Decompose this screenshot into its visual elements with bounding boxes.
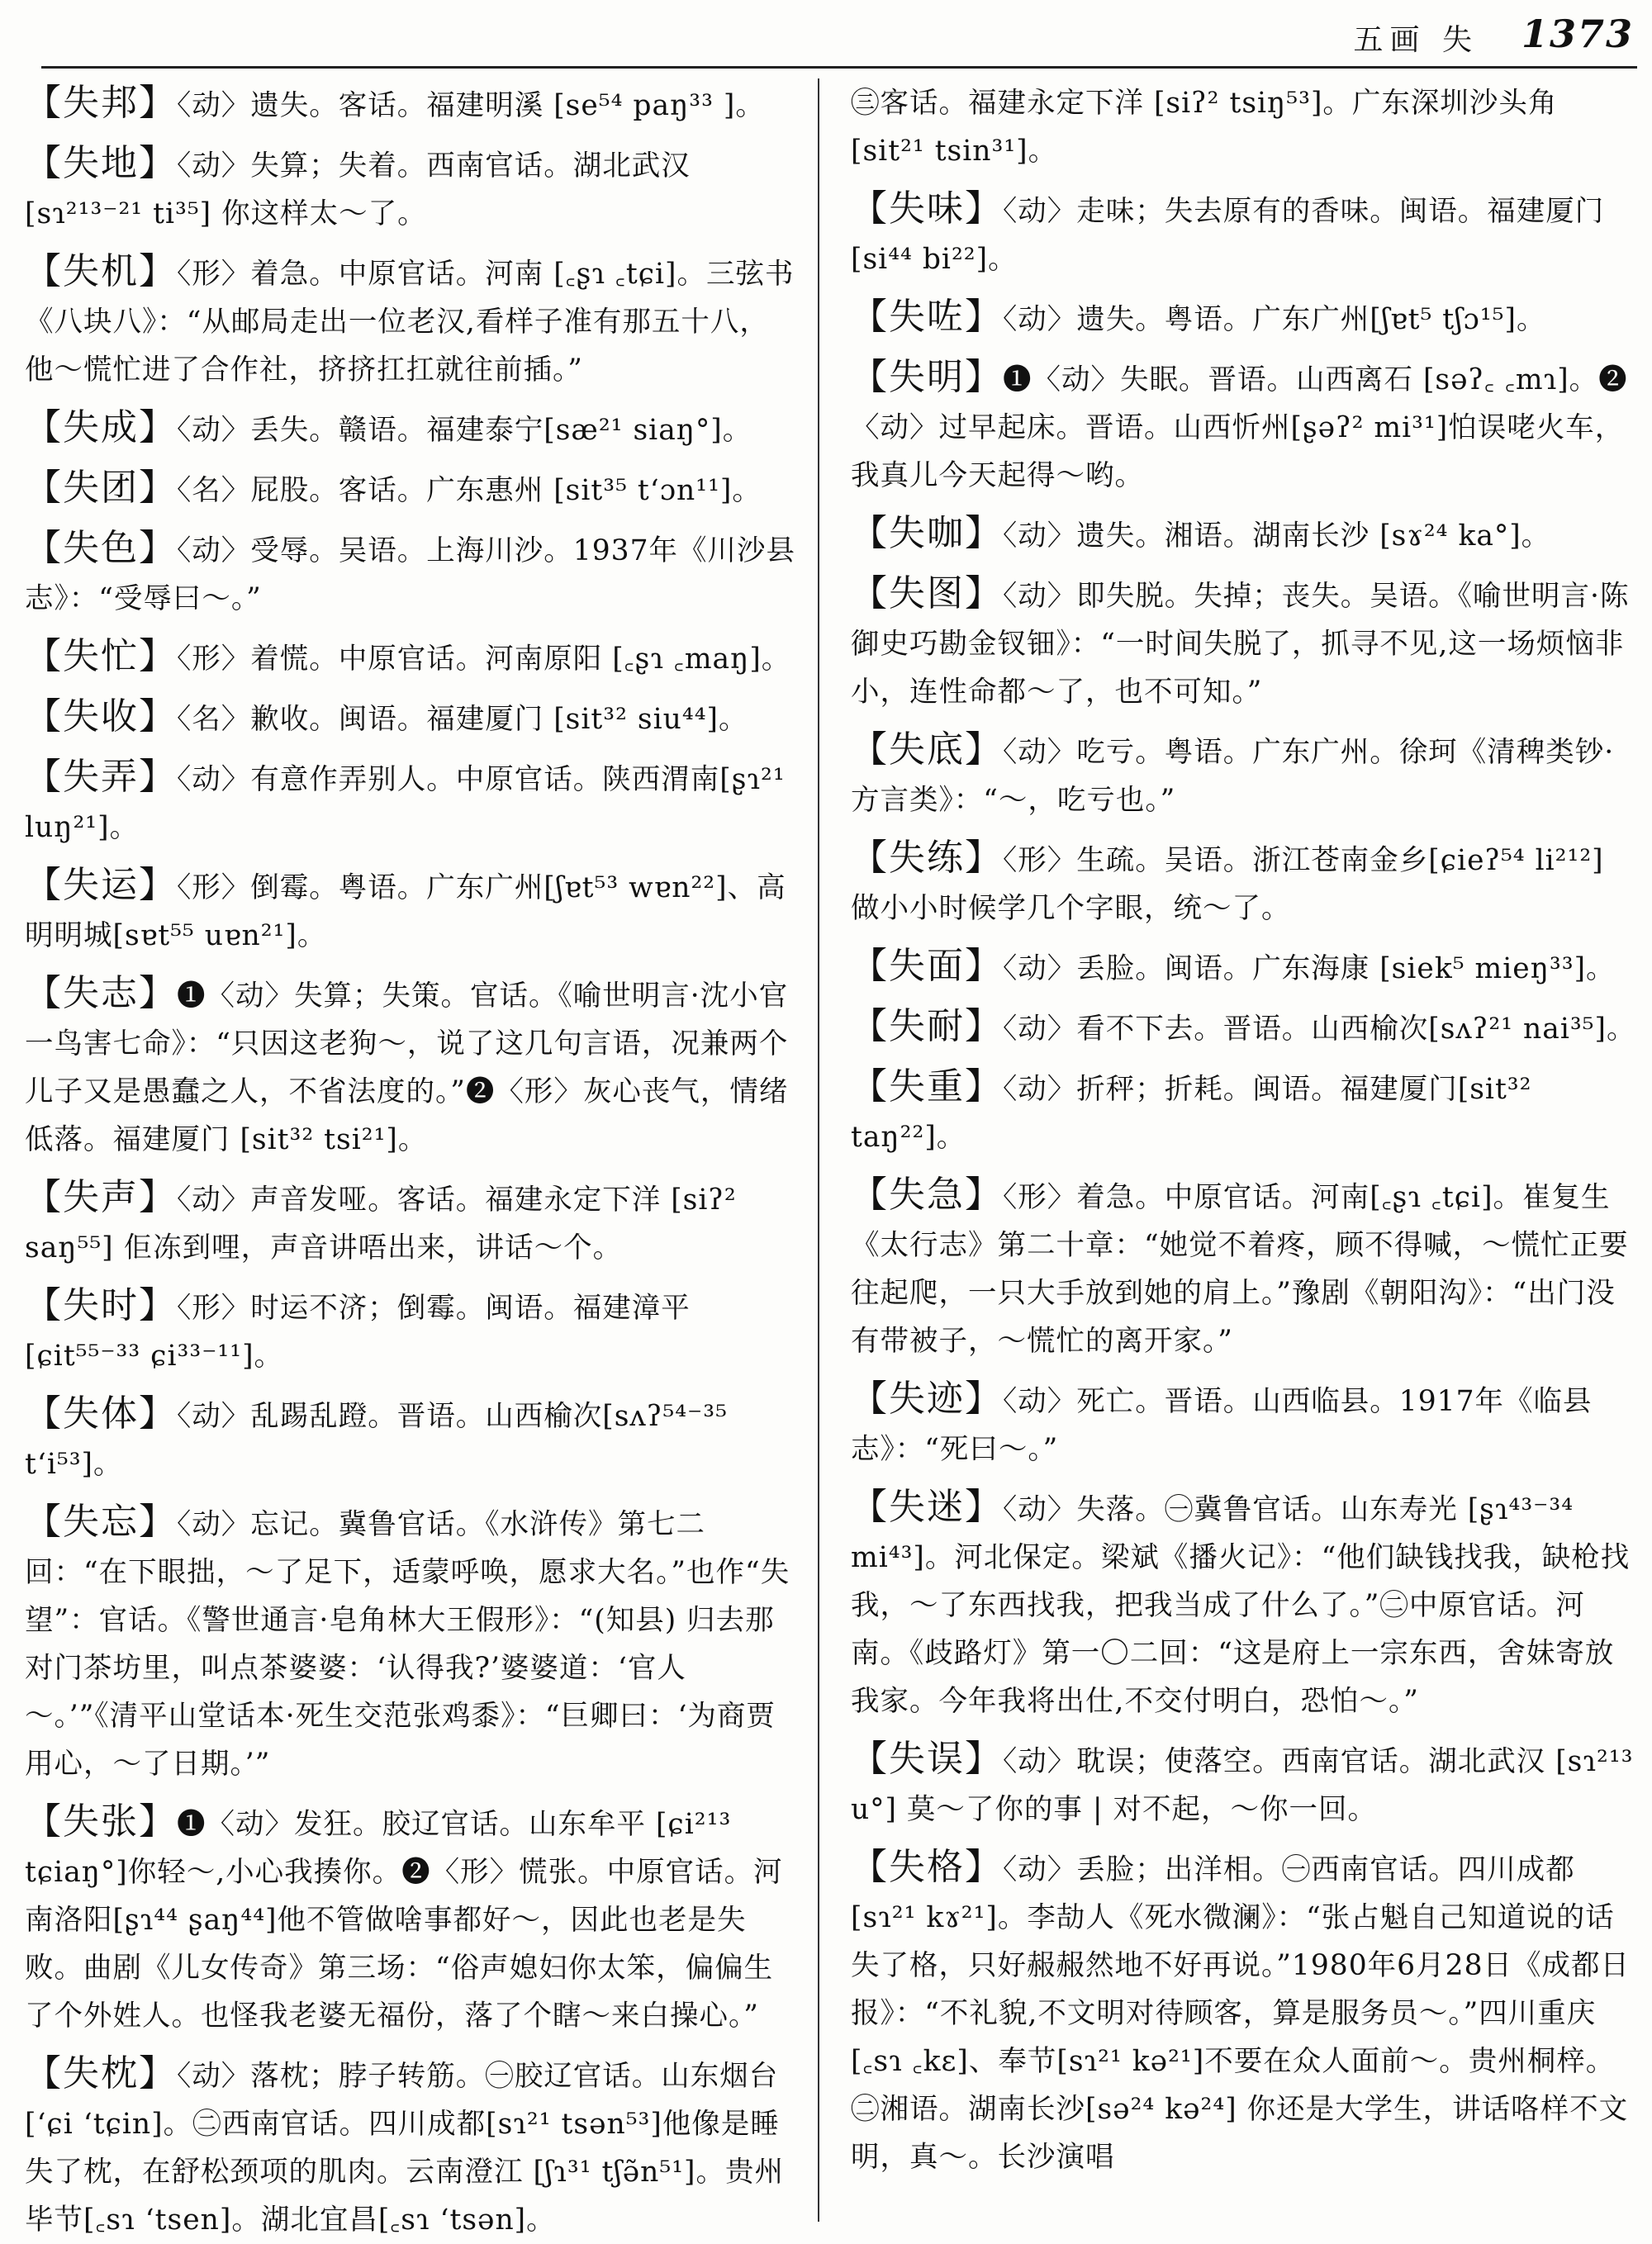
page-header [0, 0, 1652, 64]
entry-headword: 【失迷】 [851, 1486, 1003, 1528]
entry-text: 〈动〉即失脱。失掉；丧失。吴语。《喻世明言·陈御史巧勘金钗钿》：“一时间失脱了，抓寻不见,这一场烦恼非小，连性命都～了，也不可知。” [851, 580, 1630, 709]
entry-text: 〈动〉折秤；折耗。闽语。福建厦门[sit³² taŋ²²]。 [851, 1073, 1532, 1154]
dictionary-entry [25, 861, 797, 960]
entry-text: 〈动〉吃亏。粤语。广东广州。徐珂《清稗类钞·方言类》：“～，吃亏也。” [851, 736, 1615, 817]
entry-text: 〈动〉有意作弄别人。中原官话。陕西渭南[ʂɿ²¹ luŋ²¹]。 [25, 763, 786, 844]
dictionary-entry [25, 79, 797, 130]
entry-headword: 【失图】 [851, 572, 1003, 614]
entry-headword: 【失色】 [25, 527, 177, 569]
dictionary-entry [25, 633, 797, 683]
entry-headword: 【失味】 [851, 187, 1003, 230]
entry-text: 〈动〉走味；失去原有的香味。闽语。福建厦门 [si⁴⁴ bi²²]。 [851, 195, 1605, 276]
dictionary-entry [25, 1798, 797, 2040]
entry-headword: 【失误】 [851, 1738, 1003, 1780]
entry-text: 〈动〉落枕；脖子转筋。㊀胶辽官话。山东烟台 [ʻɕi ʻtɕin]。㊁西南官话。四川成都[sɿ²¹ tsən⁵³]他像是睡失了枕，在舒松颈项的肌肉。云南澄江 [ʃɿ³¹ tʃə̃n⁵¹]。贵州毕节[꜀sɿ ʻtsen]。湖北宜昌[꜀sɿ ʻtsən]。 [25, 2060, 785, 2237]
entry-headword: 【失咖】 [851, 512, 1003, 554]
entry-text: ㊂客话。福建永定下洋 [siʔ² tsiŋ⁵³]。广东深圳沙头角 [sit²¹ tsin³¹]。 [851, 87, 1558, 168]
dictionary-entry [851, 570, 1640, 716]
header-rule [41, 66, 1637, 69]
entry-headword: 【失重】 [851, 1065, 1003, 1108]
dictionary-entry [25, 753, 797, 852]
entry-text: ❶〈动〉失算；失策。官话。《喻世明言·沈小官一鸟害七命》：“只因这老狗～，说了这几句言语，况兼两个儿子又是愚蠢之人，不省法度的。”❷〈形〉灰心丧气，情绪低落。福建厦门 [sit³² tsi²¹]。 [25, 980, 789, 1156]
entry-headword: 【失机】 [25, 250, 177, 292]
dictionary-entry [851, 185, 1640, 283]
entry-headword: 【失忘】 [25, 1501, 177, 1543]
entry-text: ❶〈动〉失眠。晋语。山西离石 [səʔ꜀ ꜀mɿ]。❷〈动〉过早起床。晋语。山西忻州[ʂəʔ² mi³¹]怕误咾火车，我真儿今天起得～哟。 [851, 363, 1628, 492]
column-divider [818, 78, 819, 2222]
entry-headword: 【失耐】 [851, 1005, 1003, 1047]
dictionary-entry [851, 1063, 1640, 1161]
dictionary-entry [25, 140, 797, 238]
entry-text: 〈动〉乱踢乱蹬。晋语。山西榆次[sʌʔ⁵⁴⁻³⁵ tʻi⁵³]。 [25, 1400, 728, 1481]
right-column [851, 79, 1640, 2218]
entry-headword: 【失急】 [851, 1174, 1003, 1216]
dictionary-entry [25, 404, 797, 454]
entry-text: 〈动〉遗失。湘语。湖南长沙 [sɤ²⁴ ka°]。 [1003, 519, 1551, 553]
dictionary-entry [851, 1735, 1640, 1834]
dictionary-entry [25, 1174, 797, 1272]
dictionary-entry [25, 524, 797, 623]
dictionary-entry [25, 693, 797, 743]
entry-text: 〈形〉着慌。中原官话。河南原阳 [꜀ʂɿ ꜀maŋ]。 [177, 643, 791, 676]
entry-text: 〈动〉遗失。客话。福建明溪 [se⁵⁴ paŋ³³ ]。 [177, 89, 765, 122]
dictionary-entry [851, 726, 1640, 824]
entry-text: 〈形〉着急。中原官话。河南[꜀ʂɿ ꜀tɕi]。崔复生《太行志》第二十章：“她觉不着疼，顾不得喊，～慌忙正要往起爬，一只大手放到她的肩上。”豫剧《朝阳沟》：“出门没有带被子，～慌忙的离开家。” [851, 1181, 1629, 1358]
left-column [25, 79, 797, 2237]
entry-headword: 【失志】 [25, 972, 177, 1014]
dictionary-entry [851, 1003, 1640, 1053]
entry-headword: 【失迹】 [851, 1378, 1003, 1420]
entry-text: 〈动〉耽误；使落空。西南官话。湖北武汉 [sɿ²¹³ u°] 莫～了你的事 | 对不起，～你一回。 [851, 1745, 1634, 1826]
entry-headword: 【失运】 [25, 864, 177, 906]
entry-text: 〈动〉声音发哑。客话。福建永定下洋 [siʔ² saŋ⁵⁵] 佢冻到哩，声音讲唔出来，讲话～个。 [25, 1184, 737, 1264]
entry-text: 〈名〉歉收。闽语。福建厦门 [sit³² siu⁴⁴]。 [177, 703, 748, 736]
dictionary-entry [851, 510, 1640, 560]
dictionary-entry [851, 1843, 1640, 2181]
entry-headword: 【失声】 [25, 1176, 177, 1218]
entry-text: 〈形〉着急。中原官话。河南 [꜀ʂɿ ꜀tɕi]。三弦书《八块八》：“从邮局走出一位老汉,看样子准有那五十八，他～慌忙进了合作社，挤挤扛扛就往前插。” [25, 258, 795, 387]
entry-text: 〈动〉丢脸；出洋相。㊀西南官话。四川成都 [sɿ²¹ kɤ²¹]。李劼人《死水微澜》：“张占魁自己知道说的话失了格，只好赧赧然地不好再说。”1980年6月28日《成都日报》：“不礼貌,不文明对待顾客，算是服务员～。”四川重庆 [꜀sɿ ꜀kɛ]、奉节[sɿ²¹ kə²¹]不要在众人面前～。贵州桐梓。㊁湘语。湖南长沙[sə²⁴ kə²⁴] 你还是大学生，讲话咯样不文明，真～。长沙演唱 [851, 1853, 1631, 2174]
entry-headword: 【失面】 [851, 945, 1003, 987]
entry-headword: 【失明】 [851, 356, 1003, 398]
entry-headword: 【失成】 [25, 406, 177, 448]
dictionary-entry [851, 353, 1640, 500]
dictionary-entry [25, 1282, 797, 1380]
entry-text: 〈动〉失算；失着。西南官话。湖北武汉[sɿ²¹³⁻²¹ ti³⁵] 你这样太～了。 [25, 149, 691, 230]
entry-headword: 【失收】 [25, 695, 177, 738]
dictionary-entry [851, 834, 1640, 932]
entry-headword: 【失地】 [25, 142, 177, 184]
entry-text: 〈形〉生疏。吴语。浙江苍南金乡[ɕieʔ⁵⁴ li²¹²] 做小小时候学几个字眼，统～了。 [851, 844, 1604, 925]
dictionary-entry-continued [851, 79, 1640, 175]
dictionary-entry [25, 248, 797, 394]
entry-text: 〈动〉受辱。吴语。上海川沙。1937年《川沙县志》：“受辱曰～。” [25, 534, 796, 615]
entry-text: ❶〈动〉发狂。胶辽官话。山东牟平 [ɕi²¹³ tɕiaŋ°]你轻～,小心我揍你。❷〈形〉慌张。中原官话。河南洛阳[ʂɿ⁴⁴ ʂaŋ⁴⁴]他不管做啥事都好～，因此也老是失败。曲剧《儿女传奇》第三场：“俗声媳妇你太笨，偏偏生了个外姓人。也怪我老婆无福份，落了个瞎～来白操心。” [25, 1808, 783, 2033]
entry-headword: 【失团】 [25, 467, 177, 509]
entry-headword: 【失格】 [851, 1846, 1003, 1888]
entry-text: 〈动〉丢失。赣语。福建泰宁[sæ²¹ siaŋ°]。 [177, 414, 752, 447]
dictionary-entry [851, 1171, 1640, 1365]
entry-text: 〈动〉丢脸。闽语。广东海康 [siek⁵ mieŋ³³]。 [1003, 952, 1616, 985]
entry-text: 〈形〉倒霉。粤语。广东广州[ʃɐt⁵³ wɐn²²]、高明明城[sɐt⁵⁵ uɐn²¹]。 [25, 871, 786, 952]
entry-headword: 【失底】 [851, 728, 1003, 771]
entry-headword: 【失练】 [851, 837, 1003, 879]
entry-text: 〈动〉死亡。晋语。山西临县。1917年《临县志》：“死曰～。” [851, 1385, 1593, 1466]
entry-headword: 【失时】 [25, 1284, 177, 1326]
entry-text: 〈名〉屁股。客话。广东惠州 [sit³⁵ tʻɔn¹¹]。 [177, 474, 762, 507]
entry-headword: 【失体】 [25, 1392, 177, 1435]
entry-headword: 【失忙】 [25, 635, 177, 677]
dictionary-entry [25, 464, 797, 515]
dictionary-entry [851, 293, 1640, 344]
entry-headword: 【失张】 [25, 1800, 177, 1843]
dictionary-entry [25, 1498, 797, 1788]
running-title: 五画 失 [1353, 23, 1479, 57]
entry-text: 〈动〉遗失。粤语。广东广州[ʃɐt⁵ tʃɔ¹⁵]。 [1003, 303, 1546, 336]
dictionary-entry [851, 1483, 1640, 1725]
dictionary-entry [25, 1390, 797, 1488]
entry-headword: 【失邦】 [25, 82, 177, 124]
entry-text: 〈动〉忘记。冀鲁官话。《水浒传》第七二回：“在下眼拙，～了足下，适蒙呼唤，愿求大名。”也作“失望”：官话。《警世通言·皂角林大王假形》：“(知县) 归去那对门茶坊里，叫点茶婆婆：‘认得我?’婆婆道：‘官人～。’”《清平山堂话本·死生交范张鸡黍》：“巨卿曰：‘为商贾用心，～了日期。’” [25, 1508, 790, 1781]
page-number: 1373 [1521, 12, 1634, 56]
dictionary-entry [851, 942, 1640, 993]
entry-text: 〈动〉失落。㊀冀鲁官话。山东寿光 [ʂɿ⁴³⁻³⁴ mi⁴³]。河北保定。梁斌《播火记》：“他们缺钱找我，缺枪找我，～了东西找我，把我当成了什么了。”㊁中原官话。河南。《歧路灯》第一〇二回：“这是府上一宗东西，舍妹寄放我家。今年我将出仕,不交付明白，恐怕～。” [851, 1493, 1631, 1718]
entry-headword: 【失枕】 [25, 2052, 177, 2095]
dictionary-entry [851, 1375, 1640, 1473]
entry-text: 〈形〉时运不济；倒霉。闽语。福建漳平[ɕit⁵⁵⁻³³ ɕi³³⁻¹¹]。 [25, 1292, 691, 1373]
entry-headword: 【失咗】 [851, 296, 1003, 338]
entry-headword: 【失弄】 [25, 756, 177, 798]
dictionary-entry [25, 2050, 797, 2244]
entry-text: 〈动〉看不下去。晋语。山西榆次[sʌʔ²¹ nai³⁵]。 [1003, 1013, 1636, 1046]
dictionary-entry [25, 970, 797, 1164]
